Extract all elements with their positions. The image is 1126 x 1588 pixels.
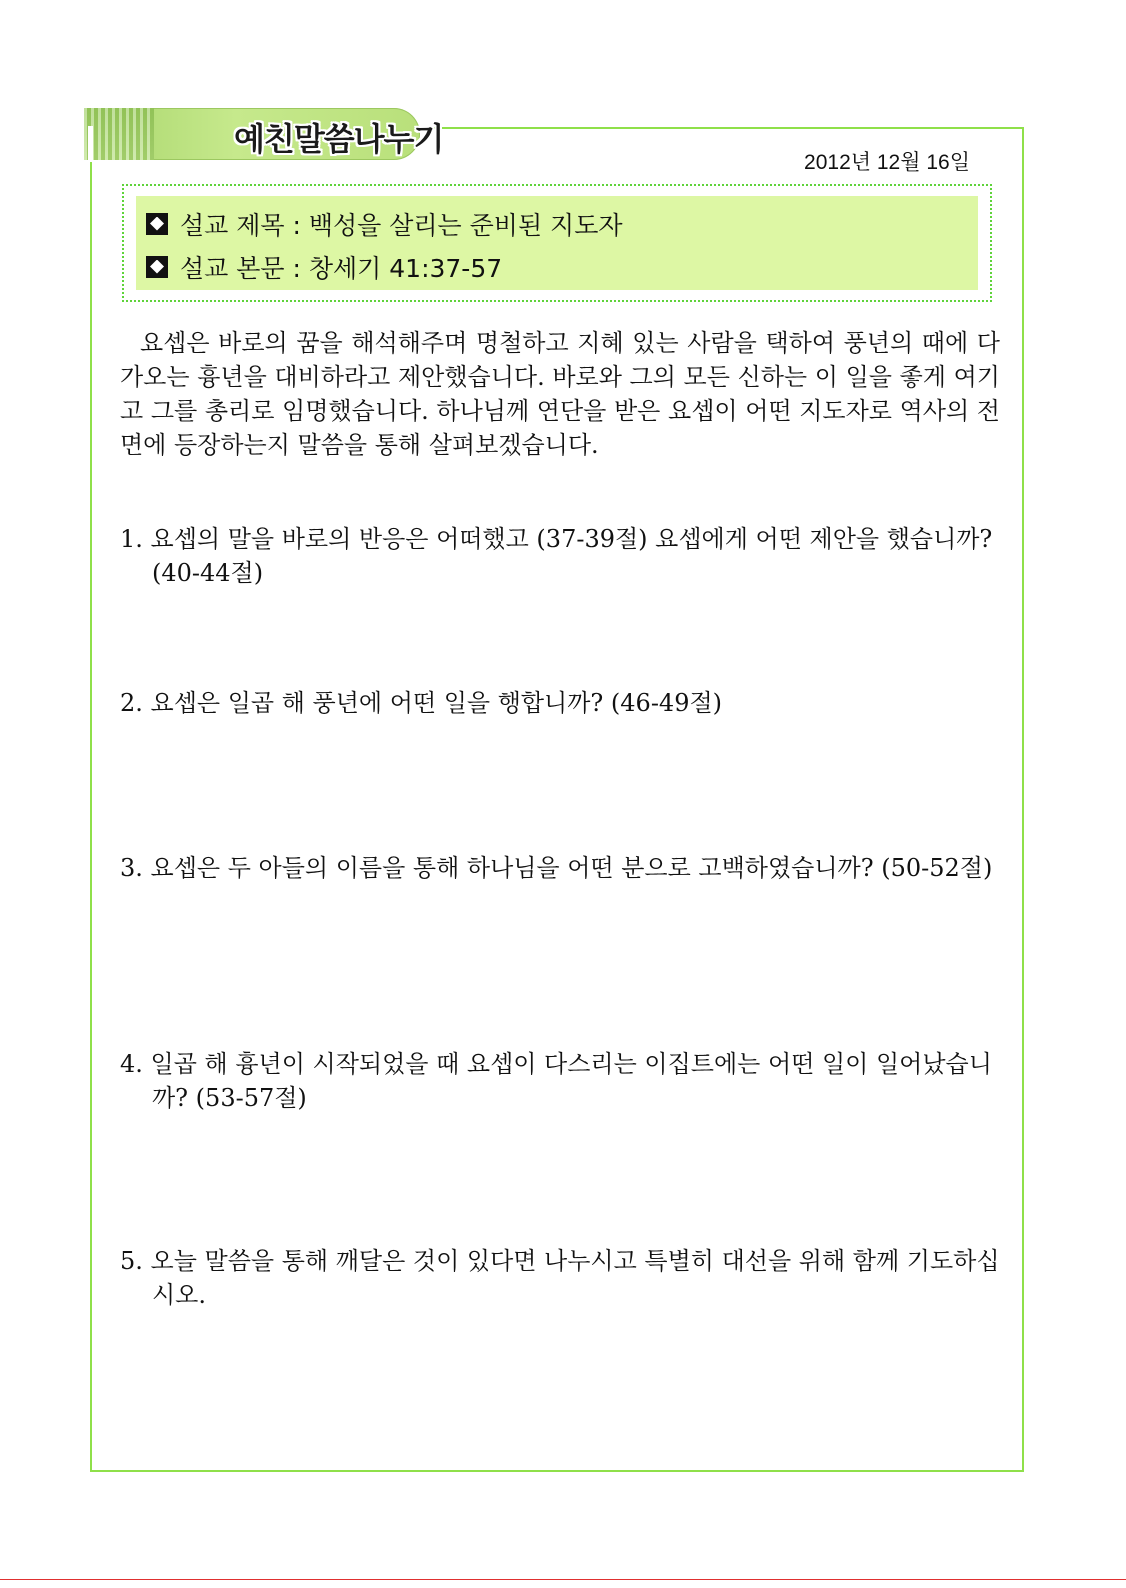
sermon-date: 2012년 12월 16일 xyxy=(804,151,970,174)
question-4: 4. 일곱 해 흉년이 시작되었을 때 요셉이 다스리는 이집트에는 어떤 일이 일어났습니까? (53-57절) xyxy=(120,1050,992,1112)
page-bottom-rule xyxy=(0,1579,1126,1580)
diamond-icon xyxy=(146,256,168,278)
question-3: 3. 요셉은 두 아들의 이름을 통해 하나님을 어떤 분으로 고백하였습니까? (50-52절) xyxy=(120,854,993,882)
section-badge xyxy=(84,108,444,160)
diamond-icon xyxy=(146,213,168,235)
frame-gap xyxy=(88,126,93,162)
section-title: 예친말씀나누기 xyxy=(234,120,444,158)
badge-decoration xyxy=(84,108,154,160)
sermon-info-box xyxy=(122,184,992,302)
question-5: 5. 오늘 말씀을 통해 깨달은 것이 있다면 나누시고 특별히 대선을 위해 함께 기도하십시오. xyxy=(120,1247,1000,1309)
sermon-scripture: 설교 본문 : 창세기 41:37-57 xyxy=(180,253,503,283)
sermon-info-panel xyxy=(136,196,978,290)
sermon-title-line xyxy=(146,202,968,245)
intro-paragraph: 요셉은 바로의 꿈을 해석해주며 명철하고 지혜 있는 사람을 택하여 풍년의 때에 다가오는 흉년을 대비하라고 제안했습니다. 바로와 그의 모든 신하는 이 일을 좋게 여기고 그를 총리로 임명했습니다. 하나님께 연단을 받은 요셉이 어떤 지도자로 역사의 전면에 등장하는지 말씀을 통해 살펴보겠습니다. xyxy=(120,329,1000,459)
question-2: 2. 요셉은 일곱 해 풍년에 어떤 일을 행합니까? (46-49절) xyxy=(120,689,723,717)
sermon-text-line xyxy=(146,245,968,288)
sermon-title: 설교 제목 : 백성을 살리는 준비된 지도자 xyxy=(180,210,623,240)
question-1: 1. 요셉의 말을 바로의 반응은 어떠했고 (37-39절) 요셉에게 어떤 제안을 했습니까? (40-44절) xyxy=(120,525,993,587)
